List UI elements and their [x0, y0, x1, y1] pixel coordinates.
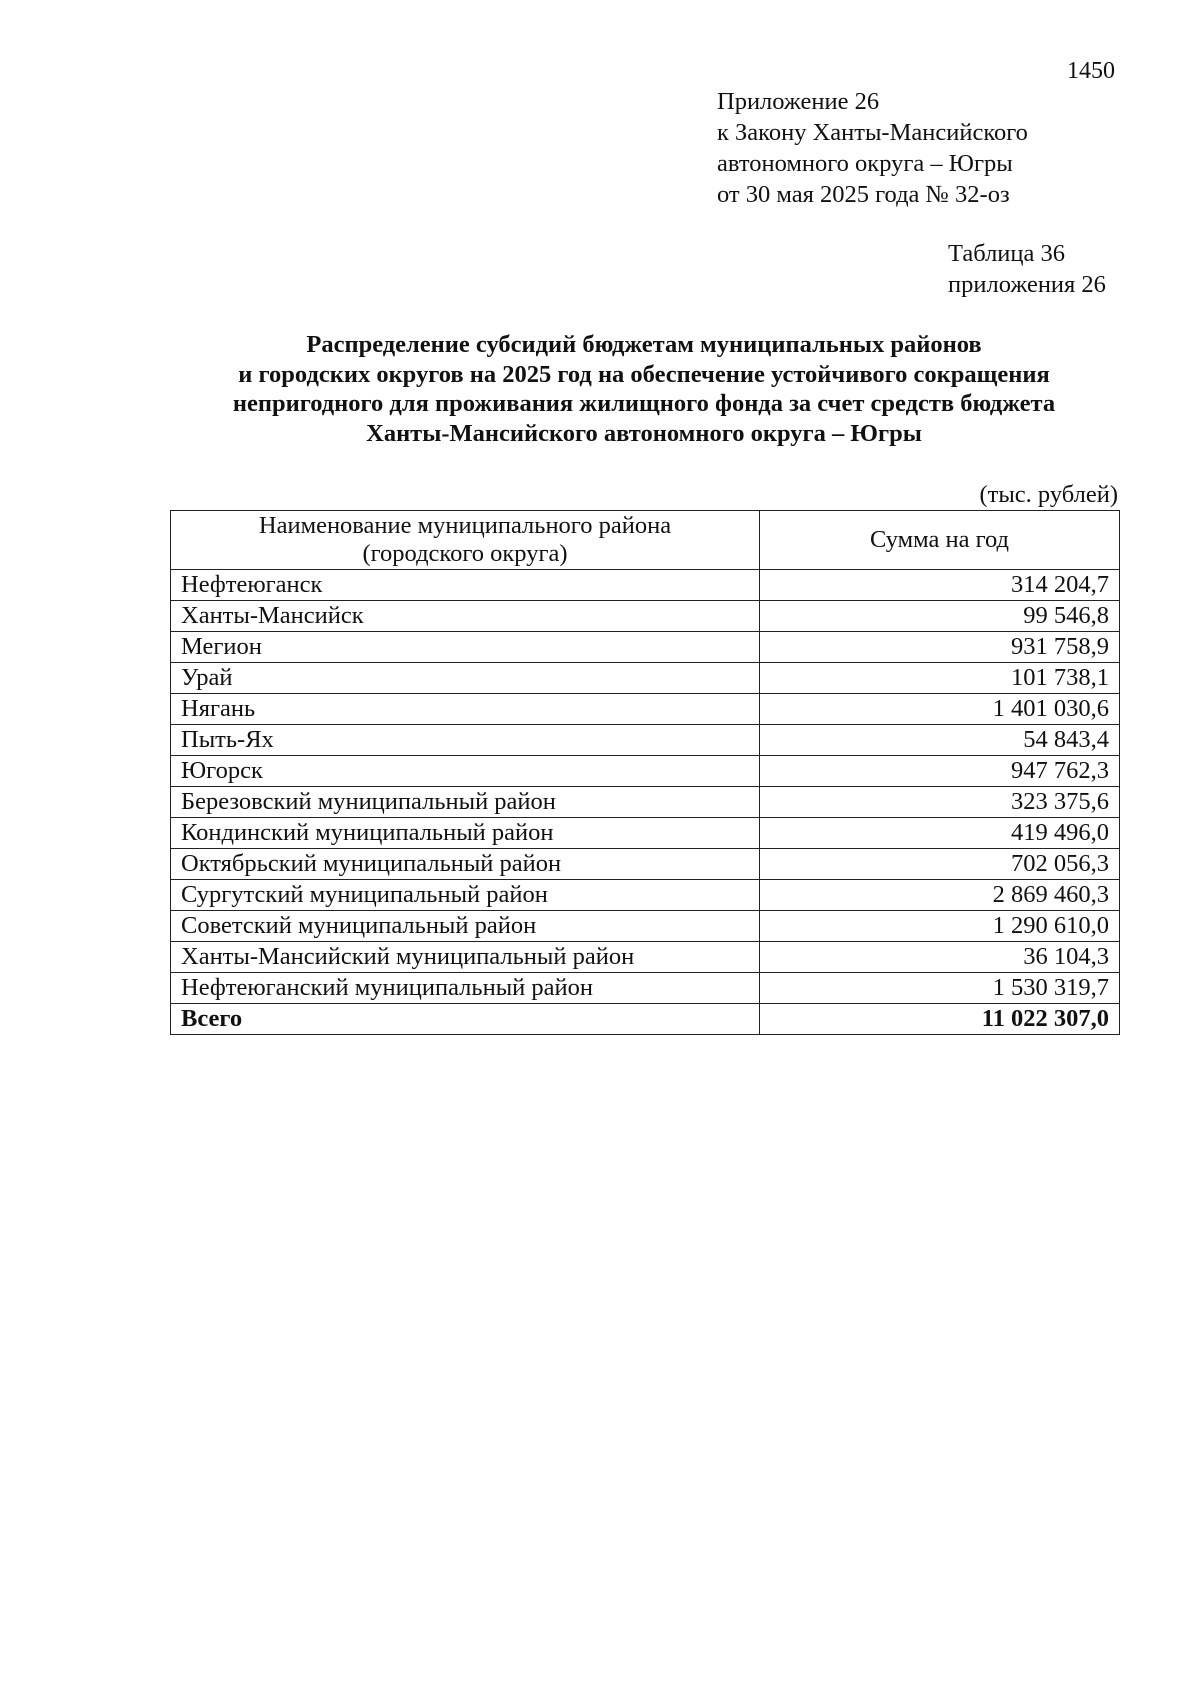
row-sum: 1 290 610,0 — [760, 911, 1120, 942]
title-line: Распределение субсидий бюджетам муниципальных районов — [306, 331, 982, 358]
table-ref-line: приложения 26 — [948, 271, 1106, 298]
row-sum: 54 843,4 — [760, 725, 1120, 756]
row-name: Нягань — [171, 694, 760, 725]
table-ref-line: Таблица 36 — [948, 240, 1066, 267]
page-number: 1450 — [1067, 58, 1115, 84]
table-row — [171, 973, 1120, 1004]
header-name-line2: (городского округа) — [362, 540, 568, 567]
row-name: Ханты-Мансийск — [171, 601, 760, 632]
table-row — [171, 694, 1120, 725]
row-sum: 314 204,7 — [760, 570, 1120, 601]
row-sum: 101 738,1 — [760, 663, 1120, 694]
row-sum: 2 869 460,3 — [760, 880, 1120, 911]
row-sum: 947 762,3 — [760, 756, 1120, 787]
table-reference — [948, 238, 1106, 300]
appendix-reference — [717, 86, 1028, 210]
table-row — [171, 570, 1120, 601]
table-row — [171, 849, 1120, 880]
subsidy-table — [170, 510, 1120, 1035]
title-line: и городских округов на 2025 год на обеспечение устойчивого сокращения — [238, 360, 1050, 388]
total-row — [171, 1004, 1120, 1035]
table-row — [171, 632, 1120, 663]
table-row — [171, 725, 1120, 756]
total-label: Всего — [171, 1004, 760, 1035]
appendix-line: к Закону Ханты-Мансийского — [717, 119, 1028, 146]
table-row — [171, 756, 1120, 787]
row-sum: 1 530 319,7 — [760, 973, 1120, 1004]
row-sum: 36 104,3 — [760, 942, 1120, 973]
row-name: Сургутский муниципальный район — [171, 880, 760, 911]
row-sum: 99 546,8 — [760, 601, 1120, 632]
row-name: Нефтеюганский муниципальный район — [171, 973, 760, 1004]
row-sum: 1 401 030,6 — [760, 694, 1120, 725]
title-line: Ханты-Мансийского автономного округа – Югры — [366, 419, 922, 447]
row-name: Октябрьский муниципальный район — [171, 849, 760, 880]
row-name: Кондинский муниципальный район — [171, 818, 760, 849]
row-name: Урай — [171, 663, 760, 694]
appendix-line: от 30 мая 2025 года № 32-оз — [717, 181, 1010, 208]
row-sum: 931 758,9 — [760, 632, 1120, 663]
document-title — [160, 330, 1128, 448]
appendix-line: Приложение 26 — [717, 88, 880, 115]
table-header-row — [171, 511, 1120, 570]
row-sum: 702 056,3 — [760, 849, 1120, 880]
row-name: Нефтеюганск — [171, 570, 760, 601]
header-name-line1: Наименование муниципального района — [258, 512, 672, 539]
table-row — [171, 601, 1120, 632]
total-sum: 11 022 307,0 — [760, 1004, 1120, 1035]
table-row — [171, 942, 1120, 973]
table-row — [171, 663, 1120, 694]
row-name: Ханты-Мансийский муниципальный район — [171, 942, 760, 973]
appendix-line: автономного округа – Югры — [717, 150, 1013, 177]
units-label: (тыс. рублей) — [979, 481, 1118, 508]
table-row — [171, 880, 1120, 911]
header-name — [171, 511, 760, 570]
table-row — [171, 911, 1120, 942]
row-name: Советский муниципальный район — [171, 911, 760, 942]
header-sum: Сумма на год — [760, 511, 1120, 570]
title-line: непригодного для проживания жилищного фонда за счет средств бюджета — [232, 390, 1056, 417]
row-name: Мегион — [171, 632, 760, 663]
row-name: Пыть-Ях — [171, 725, 760, 756]
row-name: Югорск — [171, 756, 760, 787]
row-sum: 419 496,0 — [760, 818, 1120, 849]
table-row — [171, 818, 1120, 849]
row-name: Березовский муниципальный район — [171, 787, 760, 818]
row-sum: 323 375,6 — [760, 787, 1120, 818]
table-row — [171, 787, 1120, 818]
